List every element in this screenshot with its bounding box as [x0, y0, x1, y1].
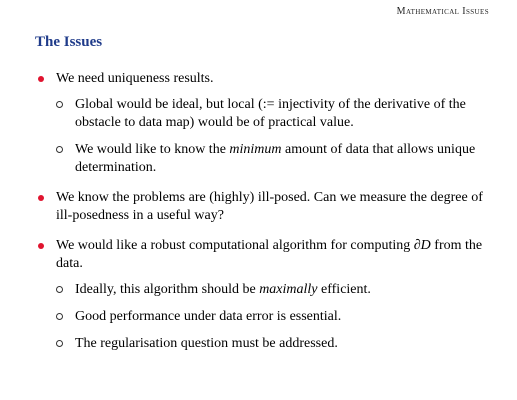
sub-bullet-text-before: We would like to know the	[75, 142, 230, 157]
sub-bullet-text-after: efficient.	[317, 282, 371, 297]
math-boundary-symbol: ∂D	[413, 238, 431, 253]
hollow-circle-icon	[56, 340, 63, 347]
sub-bullet-text-after: amount of data that allows unique determination.	[75, 142, 476, 175]
sub-bullet-regularisation	[56, 335, 490, 353]
sub-bullet-text: The regularisation question must be addressed.	[75, 336, 338, 351]
sub-bullet-efficiency	[56, 281, 490, 299]
bullet-dot-icon	[38, 243, 44, 249]
sub-bullet-text-before: Ideally, this algorithm should be	[75, 282, 260, 297]
sub-bullet-minimum-data	[56, 141, 490, 177]
bullet-list	[38, 70, 490, 365]
sub-bullet-text: Global would be ideal, but local (:= injectivity of the derivative of the obstacle to data map) would be of practical value.	[75, 97, 466, 130]
hollow-circle-icon	[56, 101, 63, 108]
slide-title: The Issues	[35, 34, 103, 50]
bullet-ill-posed	[38, 189, 490, 225]
sub-list	[56, 96, 490, 177]
hollow-circle-icon	[56, 286, 63, 293]
header-section-title: Mathematical Issues	[396, 6, 489, 17]
emphasis-minimum: minimum	[229, 142, 282, 157]
bullet-uniqueness	[38, 70, 490, 177]
hollow-circle-icon	[56, 313, 63, 320]
bullet-text: We need uniqueness results.	[56, 71, 214, 86]
bullet-text-after: from the data.	[56, 238, 483, 271]
bullet-algorithm	[38, 237, 490, 353]
bullet-text-before: We would like a robust computational algorithm for computing	[56, 238, 414, 253]
hollow-circle-icon	[56, 146, 63, 153]
emphasis-maximally: maximally	[259, 282, 318, 297]
bullet-text: We know the problems are (highly) ill-posed. Can we measure the degree of ill-posedness in a useful way?	[56, 190, 483, 223]
sub-list	[56, 281, 490, 353]
bullet-dot-icon	[38, 195, 44, 201]
sub-bullet-global-local	[56, 96, 490, 132]
sub-bullet-text: Good performance under data error is essential.	[75, 309, 342, 324]
sub-bullet-data-error	[56, 308, 490, 326]
bullet-dot-icon	[38, 76, 44, 82]
